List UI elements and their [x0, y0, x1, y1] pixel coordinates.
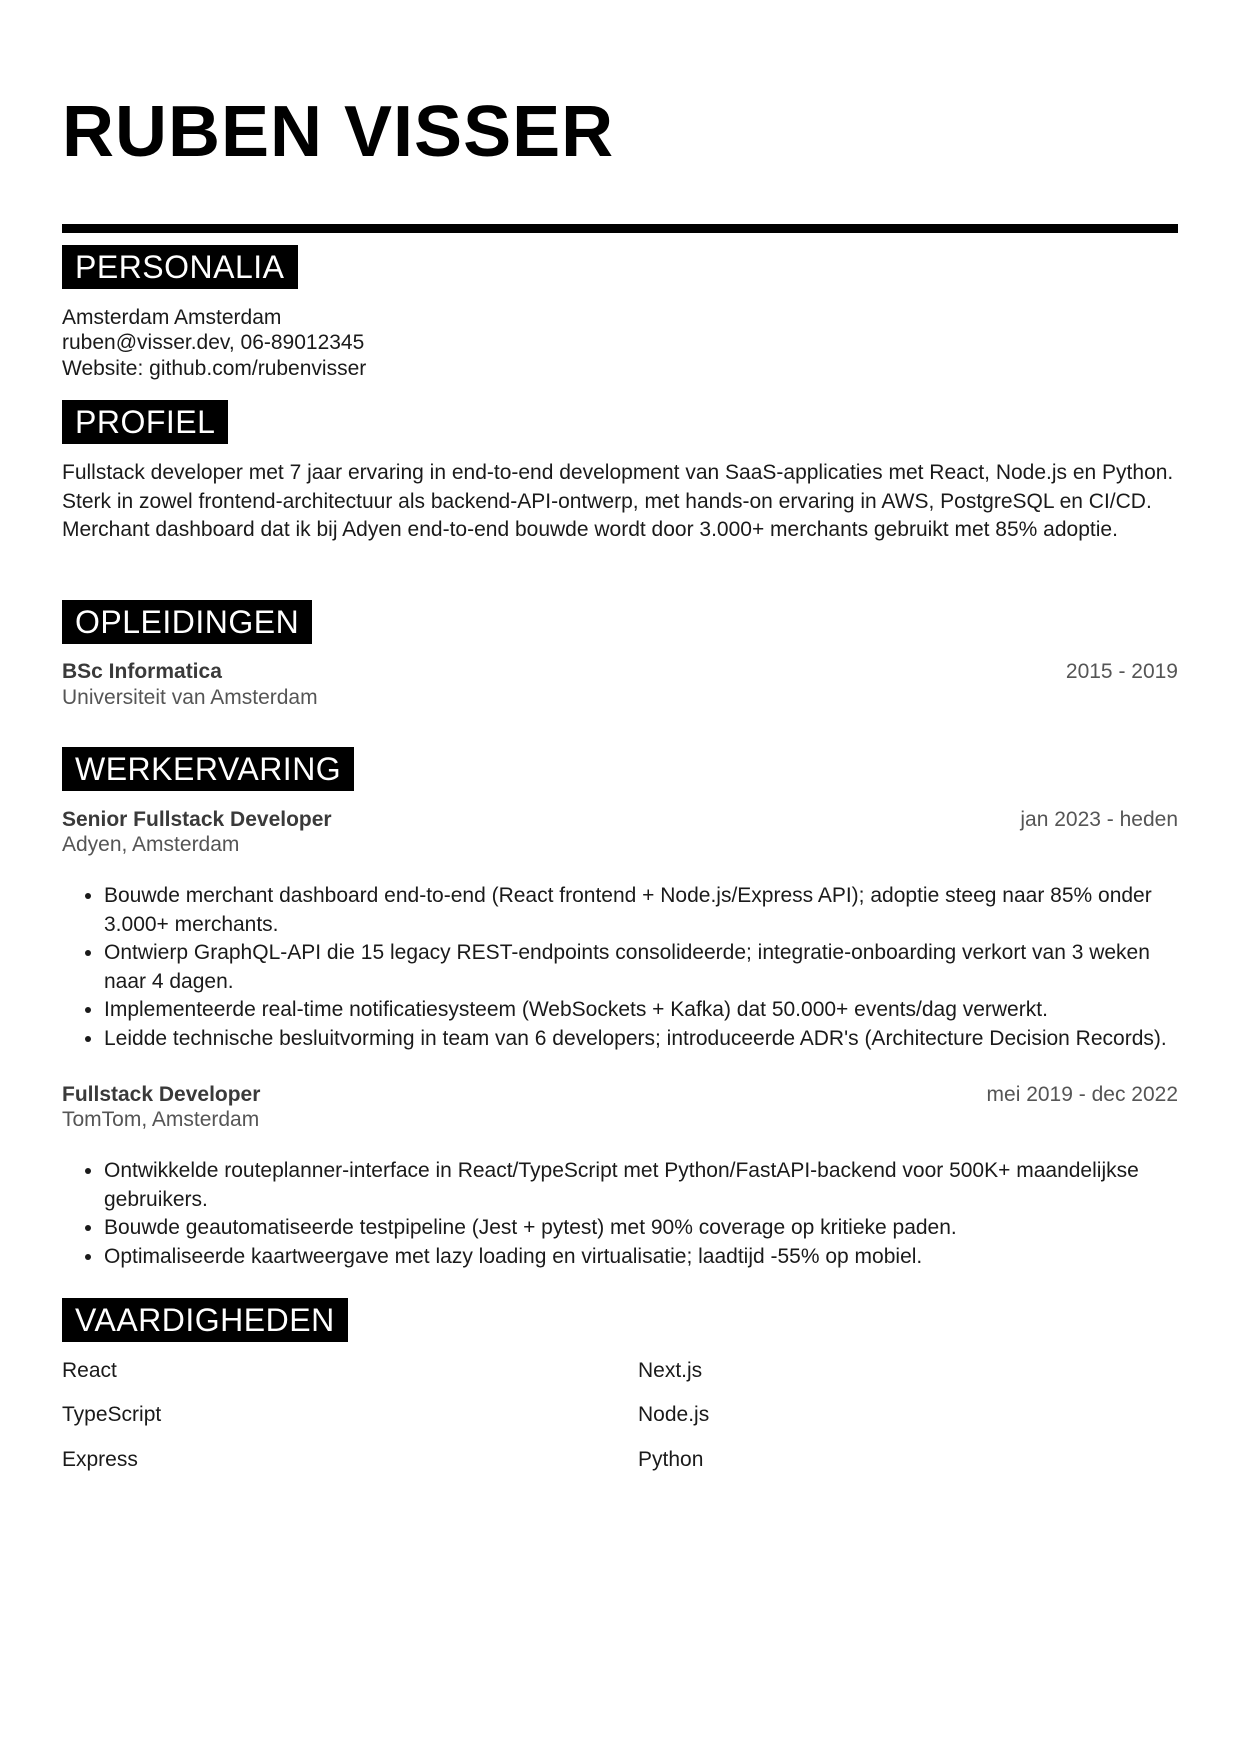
education-dates: 2015 - 2019	[1065, 660, 1178, 683]
skill-item: TypeScript	[62, 1403, 162, 1426]
achievement-item: • Bouwde merchant dashboard end-to-end (React frontend + Node.js/Express API); adoptie steeg naar 85% onder 3.000+ merchants.	[104, 882, 1178, 939]
achievement-item: • Bouwde geautomatiseerde testpipeline (Jest + pytest) met 90% coverage op kritieke paden.	[104, 1214, 1178, 1243]
achievement-item: • Implementeerde real-time notificatiesysteem (WebSockets + Kafka) dat 50.000+ events/dag verwerkt.	[104, 996, 1178, 1025]
section-heading-opleidingen: OPLEIDINGEN	[62, 600, 312, 644]
skill-item: React	[62, 1359, 117, 1382]
profile-summary: Fullstack developer met 7 jaar ervaring in end-to-end development van SaaS-applicaties met React, Node.js en Python. Sterk in zowel frontend-architectuur als backend-API-ontwerp, met hands-on ervaring in AWS, PostgreSQL en CI/CD. Merchant dashboard dat ik bij Adyen end-to-end bouwde wordt door 3.000+ merchants gebruikt met 85% adoptie.	[62, 461, 1174, 542]
achievement-item: • Leidde technische besluitvorming in team van 6 developers; introduceerde ADR's (Architecture Decision Records).	[104, 1025, 1178, 1054]
skill-item: Python	[638, 1448, 704, 1471]
job-item-header	[62, 806, 1178, 834]
education-degree: BSc Informatica	[62, 660, 222, 683]
achievement-item: • Ontwierp GraphQL-API die 15 legacy REST-endpoints consolideerde; integratie-onboarding verkort van 3 weken naar 4 dagen.	[104, 939, 1178, 996]
job-achievements	[62, 1157, 1178, 1271]
section-heading-vaardigheden: VAARDIGHEDEN	[62, 1298, 348, 1342]
skill-item: Node.js	[638, 1403, 710, 1426]
section-heading-werkervaring: WERKERVARING	[62, 747, 354, 791]
job-title: Senior Fullstack Developer	[62, 808, 332, 831]
job-company: TomTom, Amsterdam	[62, 1108, 260, 1131]
job-achievements	[62, 882, 1178, 1054]
skill-item: Next.js	[638, 1359, 703, 1382]
personalia-website: Website: github.com/rubenvisser	[62, 357, 367, 380]
section-heading-profiel: PROFIEL	[62, 400, 228, 444]
achievement-item: • Optimaliseerde kaartweergave met lazy loading en virtualisatie; laadtijd -55% op mobiel.	[104, 1243, 1178, 1272]
education-item	[62, 658, 1178, 686]
header-divider	[62, 224, 1178, 233]
personalia-location: Amsterdam Amsterdam	[62, 306, 282, 329]
achievement-item: • Ontwikkelde routeplanner-interface in React/TypeScript met Python/FastAPI-backend voor 500K+ maandelijkse gebruikers.	[104, 1157, 1178, 1214]
job-company: Adyen, Amsterdam	[62, 833, 240, 856]
education-institution: Universiteit van Amsterdam	[62, 686, 318, 709]
skill-item: Express	[62, 1448, 138, 1471]
candidate-name: RUBEN VISSER	[62, 92, 615, 172]
section-heading-personalia: PERSONALIA	[62, 245, 298, 289]
job-dates: mei 2019 - dec 2022	[986, 1083, 1178, 1106]
personalia-contact: ruben@visser.dev, 06-89012345	[62, 331, 365, 354]
job-item-header	[62, 1081, 1178, 1109]
job-dates: jan 2023 - heden	[1020, 808, 1178, 831]
job-title: Fullstack Developer	[62, 1083, 261, 1106]
